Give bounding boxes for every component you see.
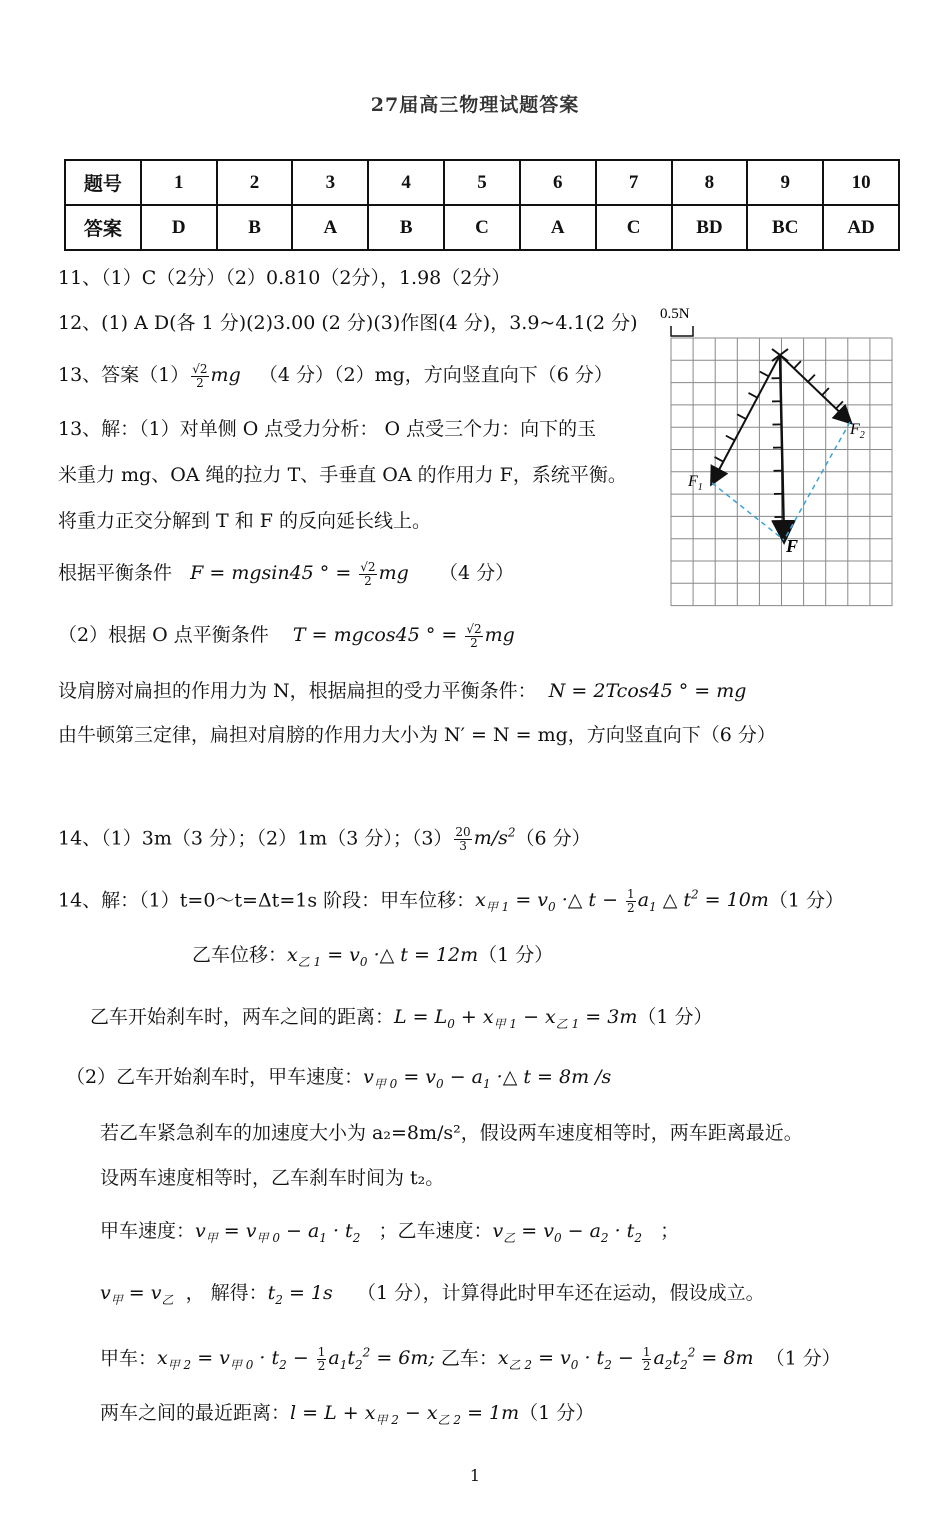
question-number: 1 [141,160,217,205]
answer-cell: B [217,205,293,250]
question-number: 5 [444,160,520,205]
answer-q13-prefix: 13、答案（1） [58,364,190,386]
solution-text: 14、解：（1）t=0～t=Δt=1s 阶段：甲车位移： [58,889,476,912]
solution-text: （1 分） [478,944,554,966]
force-f2-label: $F_2$ [850,421,865,441]
answer-q13-suffix: （4 分）（2）mg，方向竖直向下（6 分） [258,364,613,386]
answer-cell: BD [672,205,748,250]
fraction: $\frac{1}{2}$ [317,1344,326,1373]
solution-line: 甲车速度：$v_甲 = v_{甲 0} - a_1 \cdot t_2$ ；乙车速度：$v_乙 = v_0 - a_2 \cdot t_2$ ； [100,1220,680,1245]
formula: $v_甲 = v_乙$ [100,1282,174,1307]
solution-text: 甲车速度： [100,1220,196,1242]
table-answer-label: 答案 [65,205,141,250]
formula: T = mgcos45 ° = [292,624,464,646]
question-number: 3 [292,160,368,205]
parallelogram-edge [712,483,784,540]
question-number: 6 [520,160,596,205]
formula: $x_{甲 1} = v_0$ ·△ t − [475,889,625,915]
solution-line [192,942,553,975]
solution-line [90,1004,712,1037]
solution-text: ， 解得： [185,1282,268,1304]
answer-cell: C [444,205,520,250]
scale-bar [660,306,693,336]
solution-text: （4 分） [438,562,515,584]
solution-text: （1 分） [765,1347,841,1370]
table-row [65,205,899,250]
formula: $L = L_0 + x_{甲 1} - x_{乙 1} = 3m$ [394,1006,638,1031]
answer-q14 [58,820,591,853]
fraction: $\frac{1}{2}$ [627,886,635,915]
formula: $l = L + x_{甲 2} - x_{乙 2} = 1m$ [290,1402,520,1427]
solution-line: 将重力正交分解到 T 和 F 的反向延长线上。 [58,510,432,532]
formula: F = mgsin45 ° = [190,562,358,584]
answer-cell: A [292,205,368,250]
solution-text: （1 分），计算得此时甲车还在运动，假设成立。 [356,1282,765,1304]
force-f-label: F [786,536,799,556]
solution-line: 米重力 mg、OA 绳的拉力 T、手垂直 OA 的作用力 F，系统平衡。 [58,464,627,486]
fraction: $\frac{1}{2}$ [642,1344,651,1373]
solution-text: （2）根据 O 点平衡条件 [58,624,269,646]
fraction: $\frac{√2}{2}$ [192,361,208,390]
solution-text: ；乙车速度： [378,1220,493,1242]
answer-q13 [58,362,613,390]
answer-cell: B [368,205,444,250]
formula: $v_{甲 0} = v_0 - a_1$ ·△ t = 8m /s [363,1066,612,1091]
table-header-label: 题号 [65,160,141,205]
question-number: 2 [217,160,293,205]
formula: $v_乙 = v_0 - a_2 \cdot t_2$ [492,1220,642,1245]
answer-cell: C [596,205,672,250]
solution-text: 设肩膀对扁担的作用力为 N，根据扁担的受力平衡条件： [58,680,537,702]
solution-line: 由牛顿第三定律，扁担对肩膀的作用力大小为 N′ = N = mg，方向竖直向下（6 分） [58,724,776,746]
formula: mg [484,624,515,646]
fraction: $\frac{√2}{2}$ [466,621,482,650]
solution-text: （1 分） [519,1402,595,1424]
solution-text: （1 分） [768,889,844,912]
solution-text: （2）乙车开始刹车时，甲车速度： [66,1066,364,1088]
answer-cell: AD [823,205,899,250]
force-f2-arrow [780,355,850,422]
solution-text: 根据平衡条件 [58,562,173,584]
scale-label: 0.5N [660,306,690,322]
answer-cell: A [520,205,596,250]
force-diagram [650,300,900,615]
answer-cell: D [141,205,217,250]
parallelogram-edge [784,422,850,540]
solution-text: 乙车位移： [192,944,288,966]
table-row [65,160,899,205]
formula: $a_2t_2^2 = 8m$ [653,1346,754,1373]
solution-text: （6 分） [515,827,591,850]
solution-line [100,1280,765,1313]
solution-line: 若乙车紧急刹车的加速度大小为 a₂=8m/s²，假设两车速度相等时，两车距离最近。 [100,1122,803,1144]
formula: mg [378,562,409,584]
fraction: $\frac{20}{3}$ [455,824,471,853]
formula: mg [210,364,241,386]
question-number: 4 [368,160,444,205]
fraction: $\frac{√2}{2}$ [360,559,376,588]
formula: $x_{乙 2} = v_0 \cdot t_2$ − [497,1347,640,1373]
answer-q12: 12、(1) A D(各 1 分)(2)3.00 (2 分)(3)作图(4 分)，3.9~4.1(2 分) [58,312,638,334]
question-number: 8 [672,160,748,205]
solution-text: 乙车： [440,1347,498,1370]
solution-line: 设两车速度相等时，乙车刹车时间为 t₂。 [100,1167,445,1189]
formula: $a_1$ △ $t^2 = 10m$ [637,888,769,915]
formula: $x_{甲 2} = v_{甲 0} \cdot t_2$ − [157,1347,315,1373]
solution-text: 甲车： [100,1347,158,1370]
answer-table [64,159,900,251]
solution-line [58,678,746,704]
question-number: 9 [747,160,823,205]
solution-line: 13、解：（1）对单侧 O 点受力分析： O 点受三个力：向下的玉 [58,418,597,440]
formula: $m/s^2$ [473,826,516,850]
formula: N = 2Tcos45 ° = mg [548,680,747,702]
page-number: 1 [469,1466,481,1485]
solution-text: 两车之间的最近距离： [100,1402,291,1424]
formula: $a_1t_2^2 = 6m$; [328,1346,441,1373]
solution-line [58,882,844,920]
solution-line [66,1064,611,1097]
solution-text: 乙车开始刹车时，两车之间的距离： [90,1006,395,1028]
formula: $t_2 = 1s$ [267,1282,333,1307]
answer-cell: BC [747,205,823,250]
solution-line [58,560,514,588]
question-number: 10 [823,160,899,205]
force-f1-label: $F_1$ [688,473,703,493]
question-number: 7 [596,160,672,205]
formula: $x_{乙 1} = v_0$ ·△ t = 12m [287,944,479,969]
page-title: 27届高三物理试题答案 [370,94,580,116]
solution-text: （1 分） [637,1006,713,1028]
solution-text: 14、（1）3m（3 分）；（2）1m（3 分）；（3） [58,827,453,850]
solution-line [58,622,515,650]
formula: $v_甲 = v_{甲 0} - a_1 \cdot t_2$ [195,1220,361,1245]
solution-line [100,1340,841,1378]
answer-q11: 11、（1）C（2分）（2）0.810（2分），1.98（2分） [58,267,511,289]
solution-line [100,1400,594,1433]
